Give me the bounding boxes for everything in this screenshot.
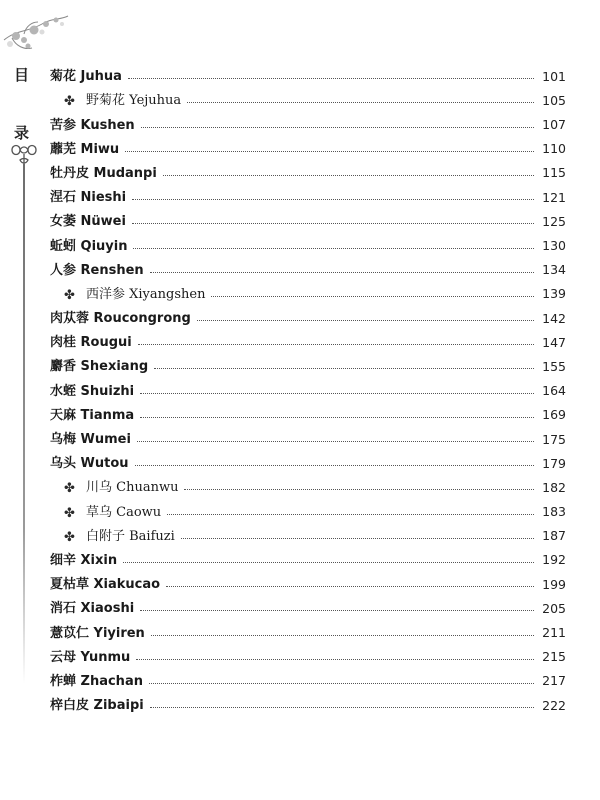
toc-entry-title: 草乌 Caowu — [86, 504, 162, 520]
dot-leader — [140, 393, 534, 394]
toc-entry-page-number: 179 — [542, 455, 566, 471]
toc-entry[interactable] — [50, 620, 566, 644]
margin-label-top: 目 — [14, 66, 30, 84]
toc-entry[interactable] — [50, 693, 566, 717]
toc-entry-page-number: 205 — [542, 600, 566, 616]
dot-leader — [140, 417, 534, 418]
toc-entry-title: 牡丹皮 Mudanpi — [50, 165, 157, 181]
dot-leader — [154, 368, 534, 369]
toc-entry-page-number: 107 — [542, 117, 566, 133]
toc-entry-page-number: 125 — [542, 213, 566, 229]
dot-leader — [151, 635, 534, 636]
toc-entry-page-number: 217 — [542, 673, 566, 689]
toc-entry[interactable] — [50, 64, 566, 88]
toc-entry-title: 乌梅 Wumei — [50, 432, 131, 447]
toc-entry[interactable] — [50, 403, 566, 427]
toc-entry-title: 人参 Renshen — [50, 262, 144, 278]
toc-entry-page-number: 115 — [542, 165, 566, 181]
toc-entry-page-number: 169 — [542, 407, 566, 423]
dot-leader — [150, 707, 534, 708]
dot-leader — [125, 151, 534, 152]
dot-leader — [136, 659, 534, 660]
dot-leader — [150, 272, 534, 273]
dot-leader — [123, 562, 534, 563]
toc-entry[interactable] — [50, 427, 566, 451]
toc-entry[interactable] — [50, 669, 566, 693]
toc-entry-title: 细辛 Xixin — [50, 552, 118, 568]
toc-list — [50, 64, 566, 717]
toc-entry-title: 涅石 Nieshi — [50, 190, 127, 206]
toc-entry-title: 苦参 Kushen — [50, 117, 135, 133]
toc-entry-page-number: 139 — [542, 286, 566, 302]
toc-entry[interactable] — [50, 306, 566, 330]
toc-entry-title: 蚯蚓 Qiuyin — [50, 238, 128, 254]
sub-entry-flower-icon: ✤ — [64, 287, 75, 303]
toc-entry-page-number: 142 — [542, 310, 566, 326]
toc-entry-page-number: 134 — [542, 262, 566, 278]
toc-entry-page-number: 192 — [542, 552, 566, 568]
toc-entry[interactable] — [50, 645, 566, 669]
dot-leader — [138, 344, 534, 345]
toc-entry-page-number: 164 — [542, 383, 566, 399]
toc-entry-page-number: 222 — [542, 697, 566, 713]
dot-leader — [132, 223, 534, 224]
toc-entry-title: 夏枯草 Xiakucao — [50, 577, 161, 593]
toc-sub-entry[interactable] — [50, 282, 566, 306]
margin-label-bottom: 录 — [14, 124, 30, 142]
flower-ornament-icon — [2, 10, 72, 58]
toc-entry[interactable] — [50, 258, 566, 282]
toc-entry-page-number: 215 — [542, 649, 566, 665]
toc-entry-title: 女萎 Nüwei — [50, 214, 126, 230]
toc-entry-page-number: 121 — [542, 189, 566, 205]
sub-entry-flower-icon: ✤ — [64, 481, 75, 497]
toc-entry-page-number: 110 — [542, 141, 566, 157]
toc-entry-page-number: 155 — [542, 358, 566, 374]
toc-entry[interactable] — [50, 451, 566, 475]
toc-entry-title: 消石 Xiaoshi — [50, 601, 135, 617]
toc-entry-page-number: 187 — [542, 528, 566, 544]
dot-leader — [140, 610, 534, 611]
toc-entry[interactable] — [50, 548, 566, 572]
toc-entry[interactable] — [50, 330, 566, 354]
dot-leader — [167, 514, 534, 515]
dot-leader — [141, 127, 534, 128]
sub-entry-flower-icon: ✤ — [64, 529, 75, 545]
dot-leader — [184, 489, 534, 490]
dot-leader — [132, 199, 534, 200]
dot-leader — [137, 441, 534, 442]
dot-leader — [135, 465, 534, 466]
toc-entry[interactable] — [50, 161, 566, 185]
toc-entry-page-number: 199 — [542, 576, 566, 592]
toc-entry-title: 野菊花 Yejuhua — [86, 93, 182, 109]
margin-title-column — [4, 60, 44, 800]
toc-entry-title: 麝香 Shexiang — [50, 359, 149, 375]
dot-leader — [133, 248, 534, 249]
toc-entry-title: 肉桂 Rougui — [50, 335, 132, 351]
sub-entry-flower-icon: ✤ — [64, 94, 75, 110]
dot-leader — [187, 102, 534, 103]
toc-entry-page-number: 101 — [542, 68, 566, 84]
toc-entry-page-number: 183 — [542, 504, 566, 520]
toc-entry-title: 水蛭 Shuizhi — [50, 383, 135, 399]
dot-leader — [197, 320, 534, 321]
toc-entry[interactable] — [50, 209, 566, 233]
toc-entry-title: 乌头 Wutou — [50, 456, 129, 472]
dot-leader — [166, 586, 534, 587]
toc-sub-entry[interactable] — [50, 88, 566, 112]
toc-entry-title: 白附子 Baifuzi — [86, 528, 175, 544]
margin-vertical-rule — [23, 164, 25, 684]
toc-entry-page-number: 147 — [542, 334, 566, 350]
dot-leader — [211, 296, 534, 297]
dot-leader — [163, 175, 534, 176]
toc-entry-title: 柞蝉 Zhachan — [50, 673, 143, 689]
toc-entry-title: 天麻 Tianma — [50, 407, 135, 423]
dot-leader — [128, 78, 534, 79]
toc-entry[interactable] — [50, 112, 566, 136]
toc-entry-title: 菊花 Juhua — [50, 69, 122, 85]
toc-sub-entry[interactable] — [50, 499, 566, 523]
toc-entry-page-number: 105 — [542, 92, 566, 108]
toc-entry-title: 西洋参 Xiyangshen — [86, 286, 206, 302]
toc-entry-title: 薏苡仁 Yiyiren — [50, 625, 145, 641]
toc-entry[interactable] — [50, 233, 566, 257]
toc-entry[interactable] — [50, 378, 566, 402]
toc-entry[interactable] — [50, 572, 566, 596]
sub-entry-flower-icon: ✤ — [64, 505, 75, 521]
toc-entry-title: 蘼芜 Miwu — [50, 141, 120, 157]
toc-entry-title: 云母 Yunmu — [50, 649, 131, 665]
toc-sub-entry[interactable] — [50, 524, 566, 548]
toc-entry-page-number: 211 — [542, 625, 566, 640]
toc-entry-page-number: 175 — [542, 431, 566, 447]
toc-entry[interactable] — [50, 354, 566, 378]
dot-leader — [149, 683, 534, 684]
toc-entry[interactable] — [50, 137, 566, 161]
toc-sub-entry[interactable] — [50, 475, 566, 499]
toc-entry[interactable] — [50, 185, 566, 209]
toc-entry-title: 梓白皮 Zibaipi — [50, 698, 144, 714]
dot-leader — [181, 538, 534, 539]
toc-entry[interactable] — [50, 596, 566, 620]
toc-entry-page-number: 182 — [542, 479, 566, 495]
toc-entry-title: 肉苁蓉 Roucongrong — [50, 311, 191, 327]
toc-entry-title: 川乌 Chuanwu — [86, 480, 179, 496]
toc-entry-page-number: 130 — [542, 238, 566, 253]
